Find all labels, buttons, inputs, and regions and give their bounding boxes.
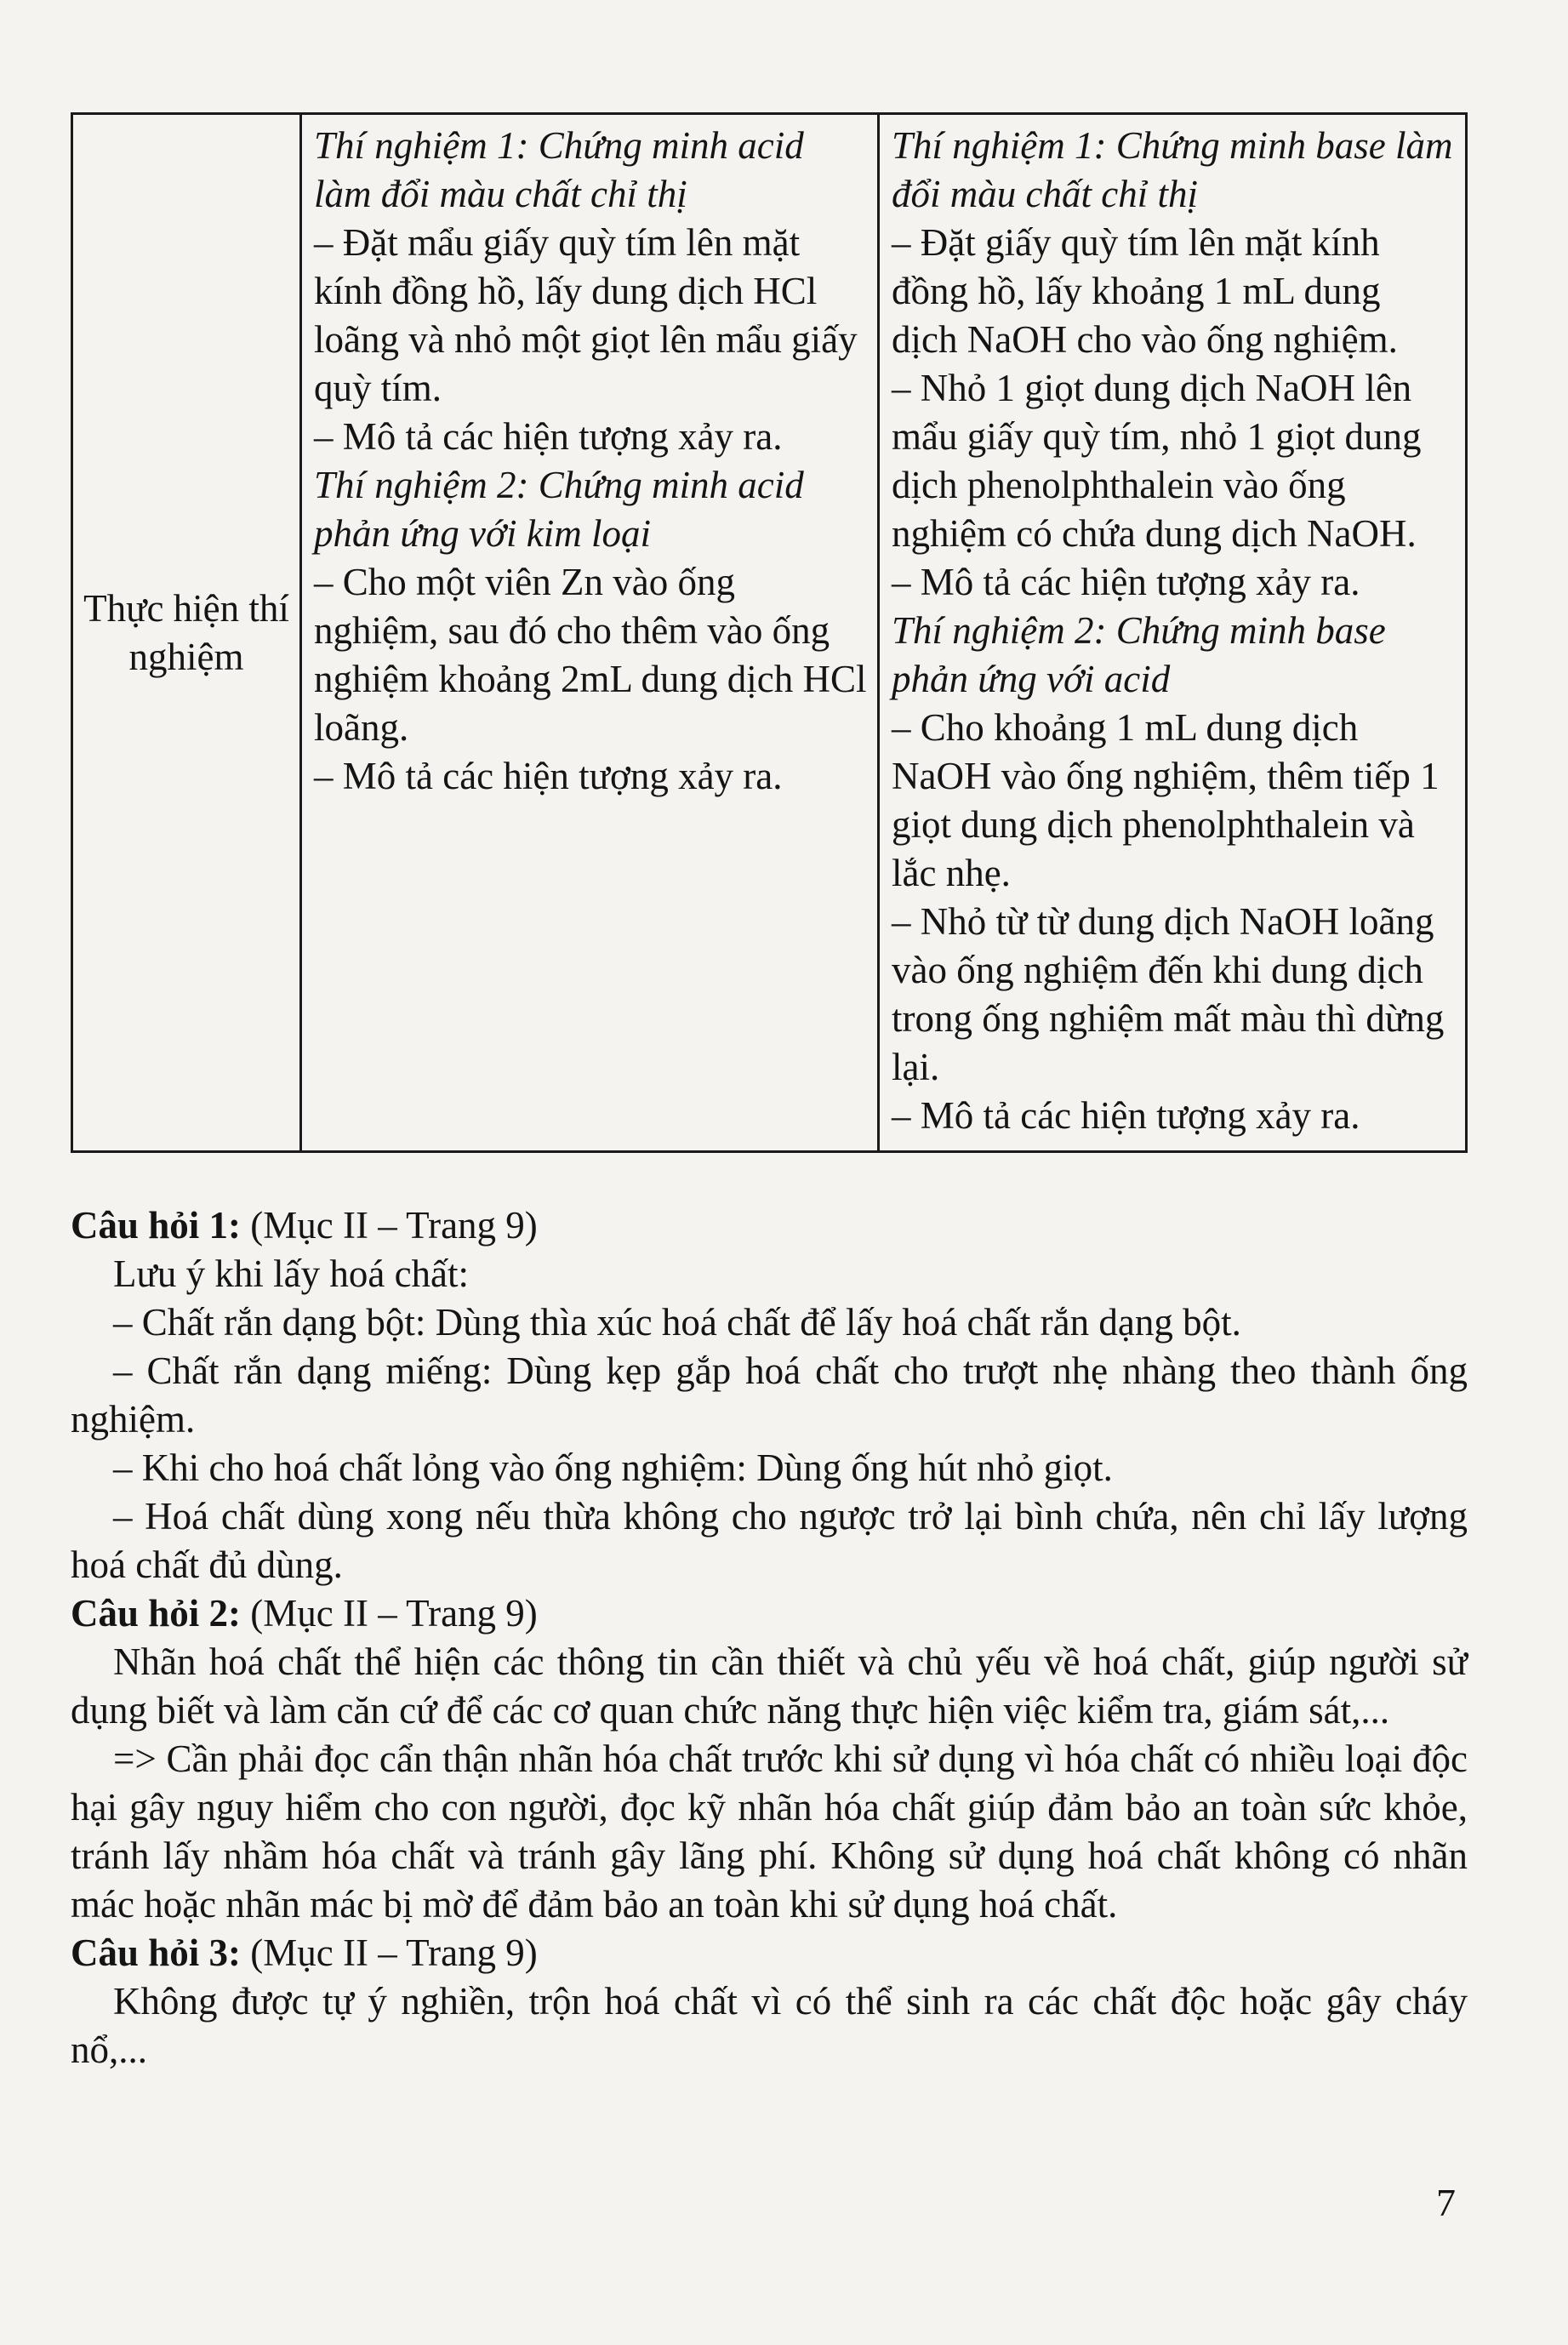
answer-paragraph: Nhãn hoá chất thể hiện các thông tin cần thiết và chủ yếu về hoá chất, giúp người sử dụng biết và làm căn cứ để các cơ quan chức năng thực hiện việc kiểm tra, giám sát,... <box>71 1640 1468 1732</box>
answer-paragraph: Không được tự ý nghiền, trộn hoá chất vì có thể sinh ra các chất độc hoặc gây cháy nổ,... <box>71 1980 1468 2071</box>
answers-section <box>71 1201 1468 2074</box>
answer-paragraph: – Khi cho hoá chất lỏng vào ống nghiệm: Dùng ống hút nhỏ giọt. <box>113 1446 1113 1489</box>
answer-paragraph: => Cần phải đọc cẩn thận nhãn hóa chất trước khi sử dụng vì hóa chất có nhiều loại độc hại gây nguy hiểm cho con người, đọc kỹ nhãn hóa chất giúp đảm bảo an toàn sức khỏe, tránh lấy nhầm hóa chất và tránh gây lãng phí. Không sử dụng hoá chất không có nhãn mác hoặc nhãn mác bị mờ để đảm bảo an toàn khi sử dụng hoá chất. <box>71 1737 1468 1926</box>
acid-experiments-cell <box>301 114 879 1152</box>
base-exp2-step: – Nhỏ từ từ dung dịch NaOH loãng vào ống nghiệm đến khi dung dịch trong ống nghiệm mất màu thì dừng lại. <box>892 900 1445 1088</box>
table-row <box>72 114 1467 1152</box>
answer-paragraph: – Chất rắn dạng miếng: Dùng kẹp gắp hoá chất cho trượt nhẹ nhàng theo thành ống nghiệm. <box>71 1349 1468 1441</box>
base-exp2-step: – Mô tả các hiện tượng xảy ra. <box>892 1094 1360 1137</box>
base-exp2-step: – Cho khoảng 1 mL dung dịch NaOH vào ống nghiệm, thêm tiếp 1 giọt dung dịch phenolphthalein và lắc nhẹ. <box>892 706 1440 894</box>
row-label: Thực hiện thí nghiệm <box>72 114 301 1152</box>
question-label: Câu hỏi 3: <box>71 1931 242 1974</box>
answer-paragraph: – Hoá chất dùng xong nếu thừa không cho ngược trở lại bình chứa, nên chỉ lấy lượng hoá chất đủ dùng. <box>71 1495 1468 1586</box>
question-ref: (Mục II – Trang 9) <box>241 1204 538 1247</box>
base-exp2-title: Thí nghiệm 2: Chứng minh base phản ứng với acid <box>892 609 1386 700</box>
acid-exp1-step: – Mô tả các hiện tượng xảy ra. <box>314 415 783 458</box>
acid-exp1-title: Thí nghiệm 1: Chứng minh acid làm đổi màu chất chỉ thị <box>314 124 804 215</box>
question-1-heading <box>71 1201 1468 1250</box>
answer-paragraph: – Chất rắn dạng bột: Dùng thìa xúc hoá chất để lấy hoá chất rắn dạng bột. <box>113 1301 1241 1344</box>
base-exp1-step: – Mô tả các hiện tượng xảy ra. <box>892 561 1360 603</box>
base-experiments-cell <box>879 114 1467 1152</box>
acid-exp1-step: – Đặt mẩu giấy quỳ tím lên mặt kính đồng hồ, lấy dung dịch HCl loãng và nhỏ một giọt lên mẩu giấy quỳ tím. <box>314 221 858 409</box>
base-exp1-step: – Đặt giấy quỳ tím lên mặt kính đồng hồ, lấy khoảng 1 mL dung dịch NaOH cho vào ống nghiệm. <box>892 221 1398 361</box>
page-number: 7 <box>1436 2181 1456 2224</box>
question-3-heading <box>71 1929 1468 1977</box>
question-label: Câu hỏi 1: <box>71 1204 242 1247</box>
acid-exp2-step: – Mô tả các hiện tượng xảy ra. <box>314 755 783 797</box>
base-exp1-step: – Nhỏ 1 giọt dung dịch NaOH lên mẩu giấy quỳ tím, nhỏ 1 giọt dung dịch phenolphthalein vào ống nghiệm có chứa dung dịch NaOH. <box>892 367 1422 555</box>
experiment-table <box>71 112 1468 1153</box>
question-ref: (Mục II – Trang 9) <box>241 1931 538 1974</box>
acid-exp2-title: Thí nghiệm 2: Chứng minh acid phản ứng với kim loại <box>314 464 804 555</box>
base-exp1-title: Thí nghiệm 1: Chứng minh base làm đổi màu chất chỉ thị <box>892 124 1453 215</box>
question-2-heading <box>71 1589 1468 1638</box>
question-label: Câu hỏi 2: <box>71 1592 242 1635</box>
question-ref: (Mục II – Trang 9) <box>241 1592 538 1635</box>
acid-exp2-step: – Cho một viên Zn vào ống nghiệm, sau đó cho thêm vào ống nghiệm khoảng 2mL dung dịch HCl loãng. <box>314 561 867 749</box>
answer-paragraph: Lưu ý khi lấy hoá chất: <box>113 1252 470 1295</box>
